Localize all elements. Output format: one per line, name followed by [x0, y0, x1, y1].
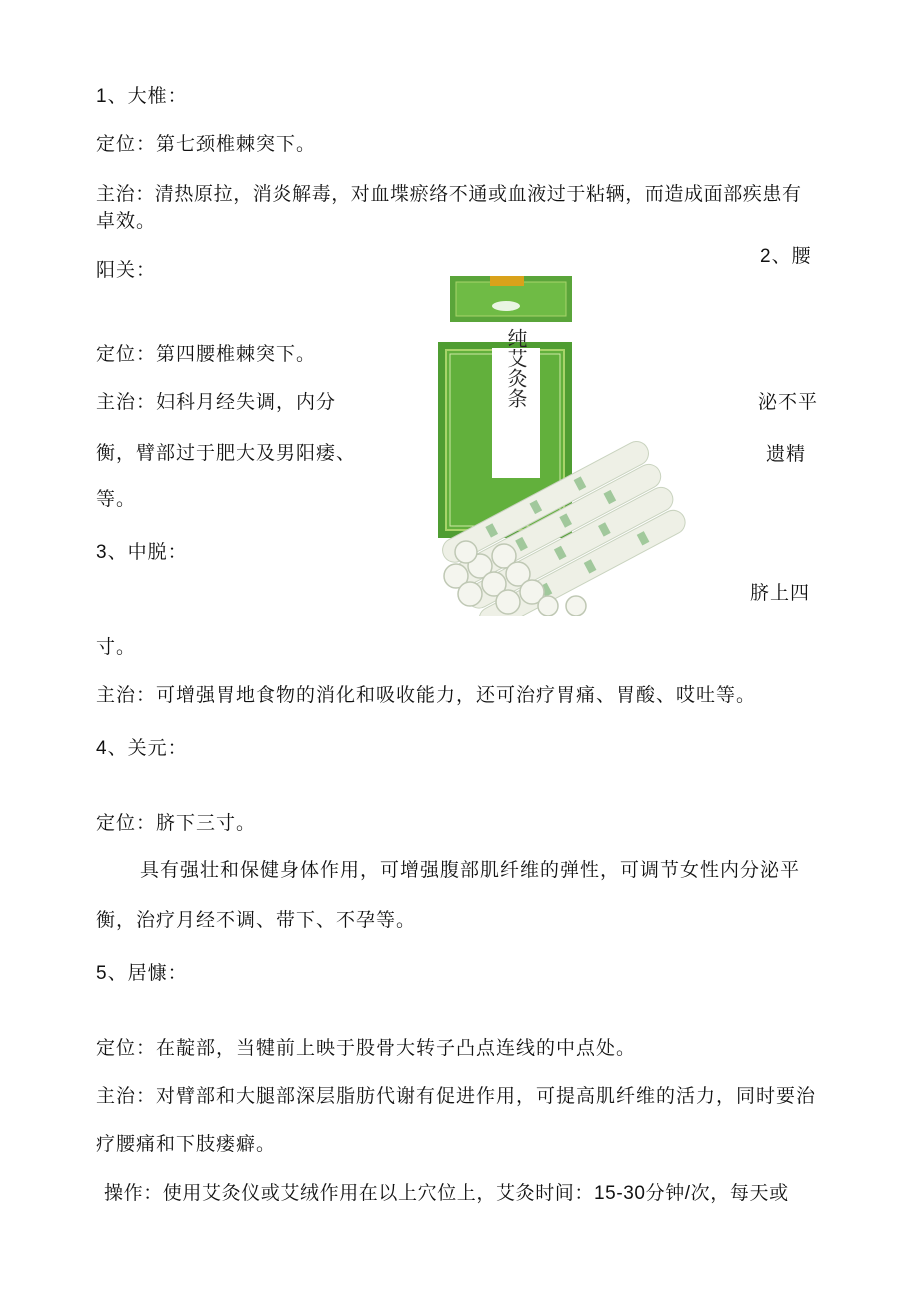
line-17: 4、关元： [96, 738, 188, 759]
line-2: 定位：第七颈椎棘突下。 [96, 133, 317, 155]
line-14: 脐上四 [750, 582, 811, 604]
line-22: 定位：在靛部，当犍前上映于股骨大转子凸点连线的中点处。 [96, 1037, 637, 1059]
line-10: 衡，臂部过于肥大及男阳痿、 [96, 442, 357, 464]
line-13: 3、中脱： [96, 542, 188, 563]
line-5: 2、腰 [760, 246, 812, 267]
line-19: 具有强壮和保健身体作用，可增强腹部肌纤维的弹性，可调节女性内分泌平 [140, 859, 801, 881]
line-15: 寸。 [96, 636, 137, 658]
line-8: 主治：妇科月经失调，内分 [96, 391, 337, 413]
line-20: 衡，治疗月经不调、带下、不孕等。 [96, 909, 417, 931]
line-4: 卓效。 [96, 210, 157, 232]
line-18: 定位：脐下三寸。 [96, 812, 257, 834]
line-7: 定位：第四腰椎棘突下。 [96, 343, 317, 365]
box-label: 纯艾灸条 [504, 328, 528, 408]
line-23: 主治：对臂部和大腿部深层脂肪代谢有促进作用，可提高肌纤维的活力，同时要治 [96, 1085, 817, 1107]
line-9: 泌不平 [758, 391, 819, 413]
line-11: 遗精 [766, 443, 807, 465]
line-16: 主治：可增强胃地食物的消化和吸收能力，还可治疗胃痛、胃酸、哎吐等。 [96, 684, 757, 706]
line-12: 等。 [96, 488, 137, 510]
line-6: 阳关： [96, 259, 157, 281]
line-25: 操作：使用艾灸仪或艾绒作用在以上穴位上，艾灸时间：15-30分钟/次，每天或 [104, 1183, 789, 1204]
line-21: 5、居慷： [96, 963, 188, 984]
line-1: 1、大椎： [96, 86, 188, 107]
line-3: 主治：清热原拉，消炎解毒，对血堞瘀络不通或血液过于粘辆，而造成面部疾患有 [96, 183, 802, 205]
moxa-stick-product-image [436, 276, 688, 616]
line-24: 疗腰痛和下肢瘘癖。 [96, 1133, 277, 1155]
brand-logo-icon [492, 301, 520, 311]
